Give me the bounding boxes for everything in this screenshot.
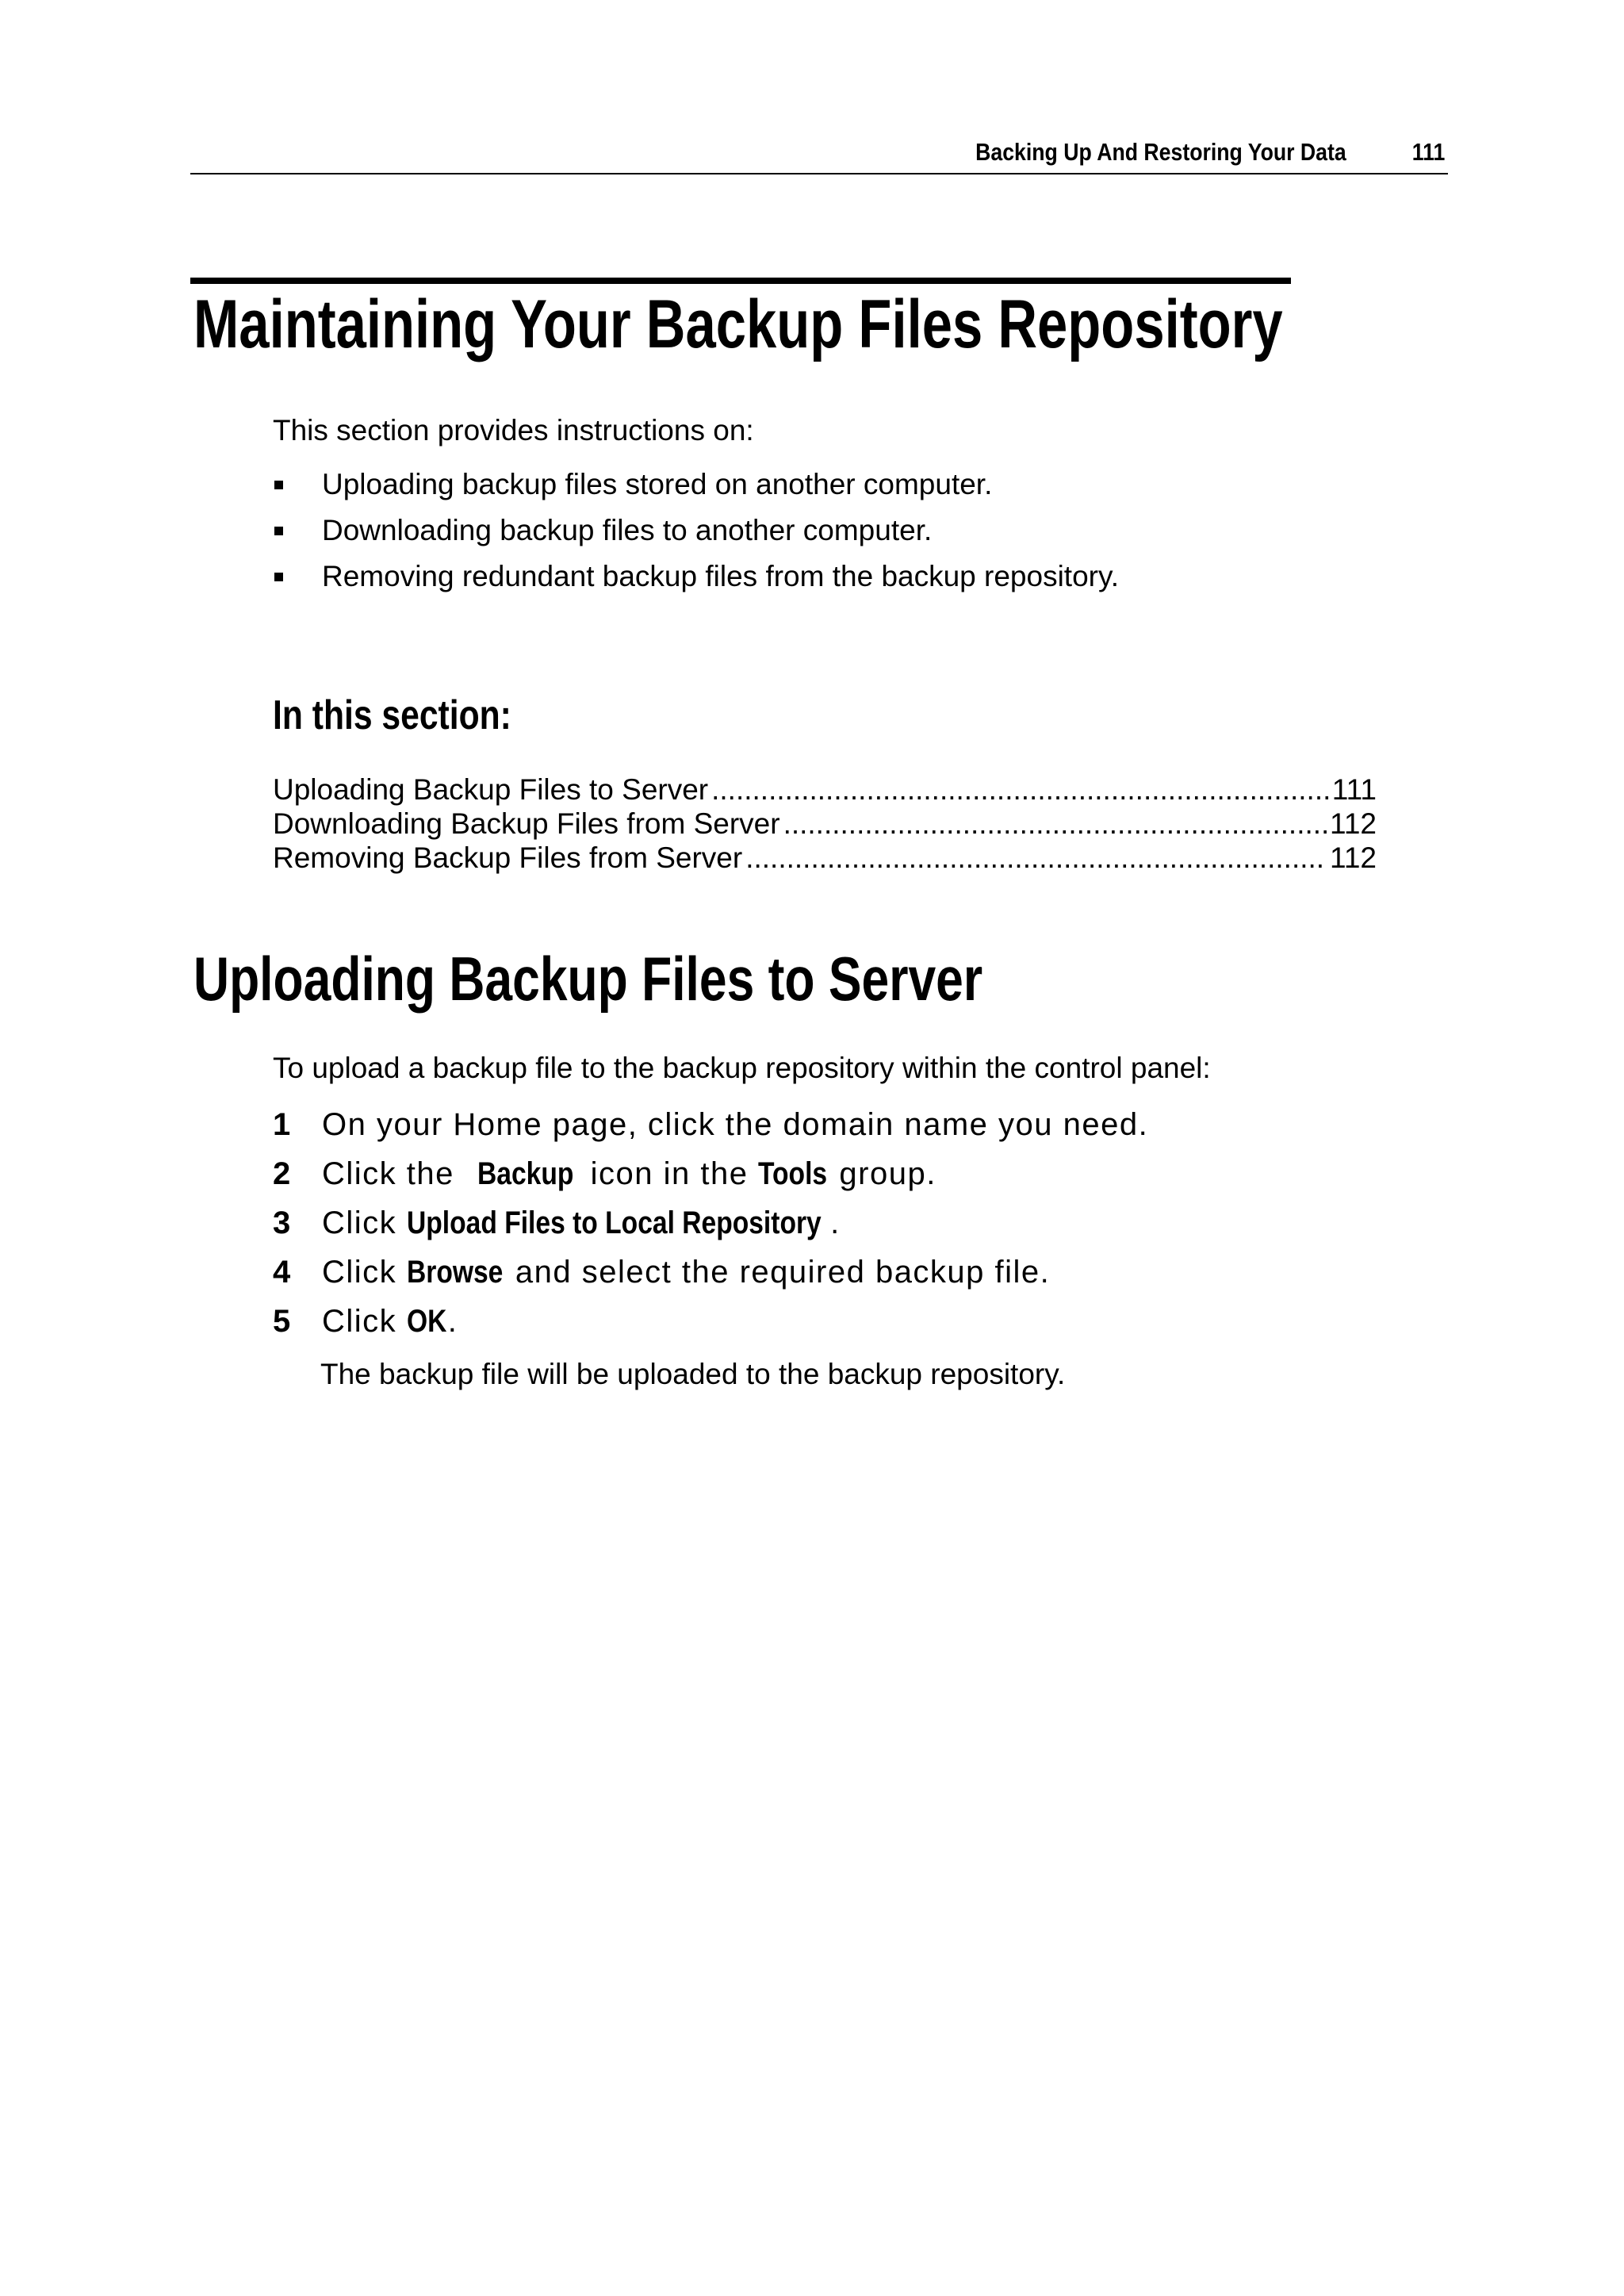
step-number: 4	[273, 1255, 291, 1290]
step-number: 2	[273, 1156, 291, 1191]
step-text: Click Upload Files to Local Repository .	[322, 1205, 841, 1240]
running-header-title: Backing Up And Restoring Your Data	[975, 138, 1346, 166]
toc-entry-page: 112	[1330, 807, 1377, 840]
toc-entry-removing[interactable]	[273, 841, 1377, 876]
ui-term-tools: Tools	[758, 1156, 828, 1191]
list-item: Removing redundant backup files from the backup repository.	[273, 560, 1119, 606]
ui-term-upload-files: Upload Files to Local Repository	[406, 1205, 822, 1240]
step-number: 3	[273, 1205, 291, 1240]
page-number: 111	[1411, 138, 1445, 166]
ui-term-backup: Backup	[477, 1156, 573, 1191]
list-item: Uploading backup files stored on another computer.	[273, 468, 1119, 514]
step-text: On your Home page, click the domain name you need.	[322, 1107, 1149, 1142]
toc-leader-dots	[711, 773, 1329, 807]
toc-entry-title: Removing Backup Files from Server	[273, 841, 743, 874]
list-item: Downloading backup files to another computer.	[273, 514, 1119, 560]
step-text: Click Browse and select the required backup file.	[322, 1255, 1051, 1290]
toc-entry-title: Uploading Backup Files to Server	[273, 773, 709, 806]
chapter-intro: This section provides instructions on:	[273, 414, 754, 447]
step-text: Click the Backup icon in the Tools group.	[322, 1156, 936, 1191]
bullet-square-icon	[274, 481, 283, 489]
step-text: Click OK.	[322, 1304, 458, 1339]
ui-term-browse: Browse	[406, 1255, 504, 1290]
in-this-section-heading: In this section:	[273, 692, 511, 738]
bullet-square-icon	[274, 527, 283, 535]
bullet-square-icon	[274, 573, 283, 581]
toc-entry-title: Downloading Backup Files from Server	[273, 807, 780, 840]
toc-leader-dots	[745, 841, 1327, 875]
toc-leader-dots	[783, 807, 1327, 841]
running-header	[190, 133, 1448, 174]
chapter-rule	[190, 278, 1291, 284]
section-title: Uploading Backup Files to Server	[193, 944, 983, 1014]
step-number: 5	[273, 1304, 291, 1339]
toc-entry-downloading[interactable]	[273, 807, 1377, 841]
toc-entry-page: 112	[1330, 841, 1377, 874]
step-result-note: The backup file will be uploaded to the backup repository.	[320, 1358, 1066, 1390]
section-intro: To upload a backup file to the backup repository within the control panel:	[273, 1052, 1211, 1084]
toc-entry-uploading[interactable]	[273, 773, 1377, 807]
step-number: 1	[273, 1107, 291, 1142]
chapter-title: Maintaining Your Backup Files Repository	[193, 286, 1283, 362]
toc-entry-page: 111	[1331, 773, 1377, 806]
ui-term-ok: OK	[406, 1304, 447, 1339]
chapter-bullet-list	[273, 468, 1119, 606]
section-toc	[273, 773, 1377, 876]
